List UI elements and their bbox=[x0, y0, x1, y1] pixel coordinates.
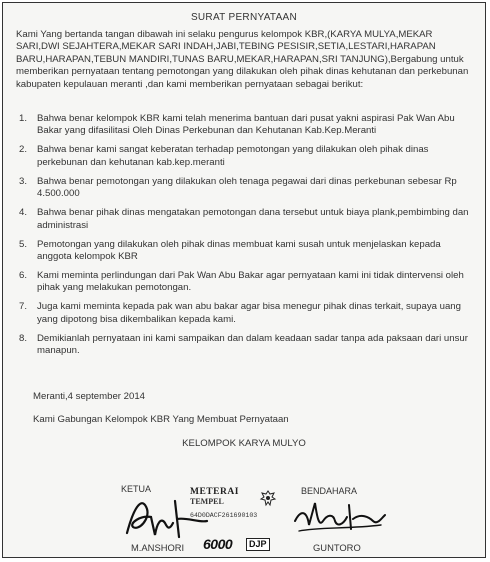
duty-stamp bbox=[187, 487, 285, 553]
statement-item: 1. Bahwa benar kelompok KBR kami telah menerima bantuan dari pusat yakni aspirasi Pak Wan Abu Bakar yang difasilitasi Oleh Dinas Perkebunan dan Kehutanan Kab.Kep.Meranti bbox=[19, 113, 455, 137]
stamp-title: METERAI bbox=[190, 487, 239, 497]
signature-area bbox=[3, 479, 485, 557]
chair-name: M.ANSHORI bbox=[131, 542, 185, 553]
statement-item: 2. Bahwa benar kami sangat keberatan terhadap pemotongan yang dilakukan oleh pihak dinas perkebunan dan kehutanan kab.kep.meranti bbox=[19, 144, 429, 168]
signer-group: Kami Gabungan Kelompok KBR Yang Membuat Pernyataan bbox=[33, 414, 289, 425]
treasurer-signature bbox=[289, 491, 389, 541]
statement-item: 6. Kami meminta perlindungan dari Pak Wan Abu Bakar agar pernyataan kami ini tidak dintervensi oleh pihak yang melakukan pemotongan. bbox=[19, 270, 464, 294]
statement-item: 7. Juga kami meminta kepada pak wan abu bakar agar bisa menegur pihak dinas terkait, supaya uang yang dipotong bisa dikembalikan kepada kami. bbox=[19, 301, 461, 325]
intro-paragraph: Kami Yang bertanda tangan dibawah ini selaku pengurus kelompok KBR,(KARYA MULYA,MEKAR SARI,DWI SEJAHTERA,MEKAR SARI INDAH,JABI,TEBING PESISIR,SETIA,LESTARI,HARAPAN BARU,HARAPAN,TEBUN MANDIRI,TUNAS BARU,MEKAR,HARAPAN,SRI TANJUNG),Bergabung untuk memberikan pernyataan tentang pemotongan yang dilakukan oleh pihak dinas kehutanan dan perkebunan kabupaten kepulauan meranti ,dan kami memberikan pernyataan sebagai berikut: bbox=[16, 29, 469, 90]
chair-role-label: KETUA bbox=[121, 484, 152, 494]
garuda-emblem-icon bbox=[259, 489, 277, 507]
stamp-subtitle: TEMPEL bbox=[190, 497, 224, 506]
statement-item: 8. Demikianlah pernyataan ini kami sampaikan dan dalam keadaan sadar tanpa ada paksaan dari unsur manapun. bbox=[19, 332, 468, 357]
statement-item: 4. Bahwa benar pihak dinas mengatakan pemotongan dana tersebut untuk biaya plank,pembimbing dan administrasi bbox=[19, 207, 469, 231]
place-date: Meranti,4 september 2014 bbox=[33, 391, 145, 402]
treasurer-role-label: BENDAHARA bbox=[301, 486, 358, 496]
stamp-serial: 64D0DACF261690103 bbox=[190, 512, 258, 519]
group-name: KELOMPOK KARYA MULYO bbox=[182, 438, 306, 449]
statement-item: 5. Pemotongan yang dilakukan oleh pihak dinas membuat kami susah untuk menjelaskan kepada anggota kelompok KBR bbox=[19, 238, 441, 263]
stamp-value: 6000 bbox=[203, 536, 233, 552]
statement-item: 3. Bahwa benar pemotongan yang dilakukan oleh tenaga pegawai dari dinas perkebunan sebesar Rp 4.500.000 bbox=[19, 175, 457, 200]
statement-list bbox=[15, 113, 477, 364]
letter-page bbox=[2, 2, 486, 558]
letter-title: SURAT PERNYATAAN bbox=[190, 12, 298, 23]
treasurer-name: GUNTORO bbox=[313, 542, 361, 553]
stamp-issuer: DJP bbox=[246, 538, 270, 551]
